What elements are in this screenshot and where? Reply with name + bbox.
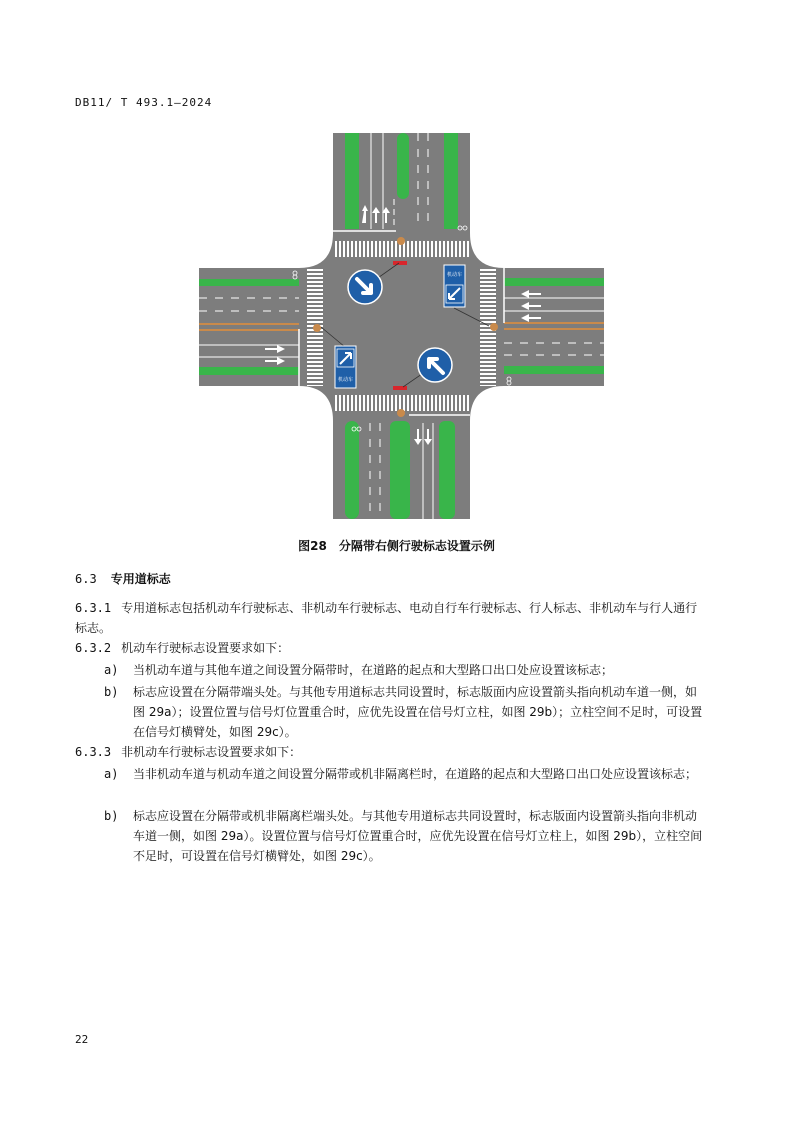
- green-belt: [397, 133, 409, 199]
- green-belt: [199, 279, 299, 286]
- paragraph-number: 6.3.1: [75, 601, 112, 615]
- list-item: [104, 806, 705, 866]
- green-belt: [345, 421, 359, 519]
- paragraph-6-3-2: [75, 638, 703, 658]
- green-belt: [444, 133, 458, 229]
- sign-label: 机动车: [446, 272, 463, 278]
- intersection-diagram: [199, 133, 604, 519]
- paragraph-text: 非机动车行驶标志设置要求如下：: [121, 745, 302, 759]
- figure-caption: 图28 分隔带右侧行驶标志设置示例: [298, 539, 495, 553]
- list-item: [104, 660, 705, 680]
- list-item-text: 标志应设置在分隔带或机非隔离栏端头处。与其他专用道标志共同设置时，标志版面内设置箭头指向非机动车道一侧，如图 29a）。设置位置与信号灯位置重合时，应优先设置在信号灯立柱上，如图 29b），立柱空间不足时，可设置在信号灯横臂处，如图 29c）。: [133, 809, 703, 863]
- section-number: 6.3: [75, 572, 97, 586]
- green-belt: [439, 421, 455, 519]
- signal-head: [393, 261, 407, 265]
- paragraph-text: 专用道标志包括机动车行驶标志、非机动车行驶标志、电动自行车行驶标志、行人标志、非机动车与行人通行标志。: [75, 601, 698, 635]
- green-belt: [390, 421, 410, 519]
- signal-head: [393, 386, 407, 390]
- page-number: 22: [75, 1033, 89, 1046]
- section-title: 专用道标志: [110, 572, 171, 586]
- section-heading: [75, 570, 171, 587]
- paragraph-text: 机动车行驶标志设置要求如下：: [121, 641, 290, 655]
- list-item: [104, 682, 705, 742]
- list-marker: a): [104, 767, 119, 781]
- green-belt: [504, 278, 604, 286]
- list-item-text: 标志应设置在分隔带端头处。与其他专用道标志共同设置时，标志版面内应设置箭头指向机动车道一侧，如图 29a）；设置位置与信号灯位置重合时，应优先设置在信号灯立柱，如图 29b）；立柱空间不足时，可设置在信号灯横臂处，如图 29c）。: [133, 685, 703, 739]
- list-marker: b): [104, 685, 119, 699]
- paragraph-6-3-3: [75, 742, 703, 762]
- paragraph-number: 6.3.2: [75, 641, 112, 655]
- paragraph-number: 6.3.3: [75, 745, 112, 759]
- green-belt: [504, 366, 604, 374]
- green-belt: [199, 367, 299, 375]
- list-marker: a): [104, 663, 119, 677]
- list-marker: b): [104, 809, 119, 823]
- list-item: [104, 764, 705, 804]
- list-item-text: 当非机动车道与机动车道之间设置分隔带或机非隔离栏时，在道路的起点和大型路口出口处应设置该标志；: [133, 767, 698, 781]
- paragraph-6-3-1: [75, 598, 703, 638]
- document-code: DB11/ T 493.1—2024: [75, 96, 213, 109]
- sign-label: 机动车: [337, 377, 354, 383]
- green-belt: [345, 133, 359, 229]
- list-item-text: 当机动车道与其他车道之间设置分隔带时，在道路的起点和大型路口出口处应设置该标志；: [133, 663, 614, 677]
